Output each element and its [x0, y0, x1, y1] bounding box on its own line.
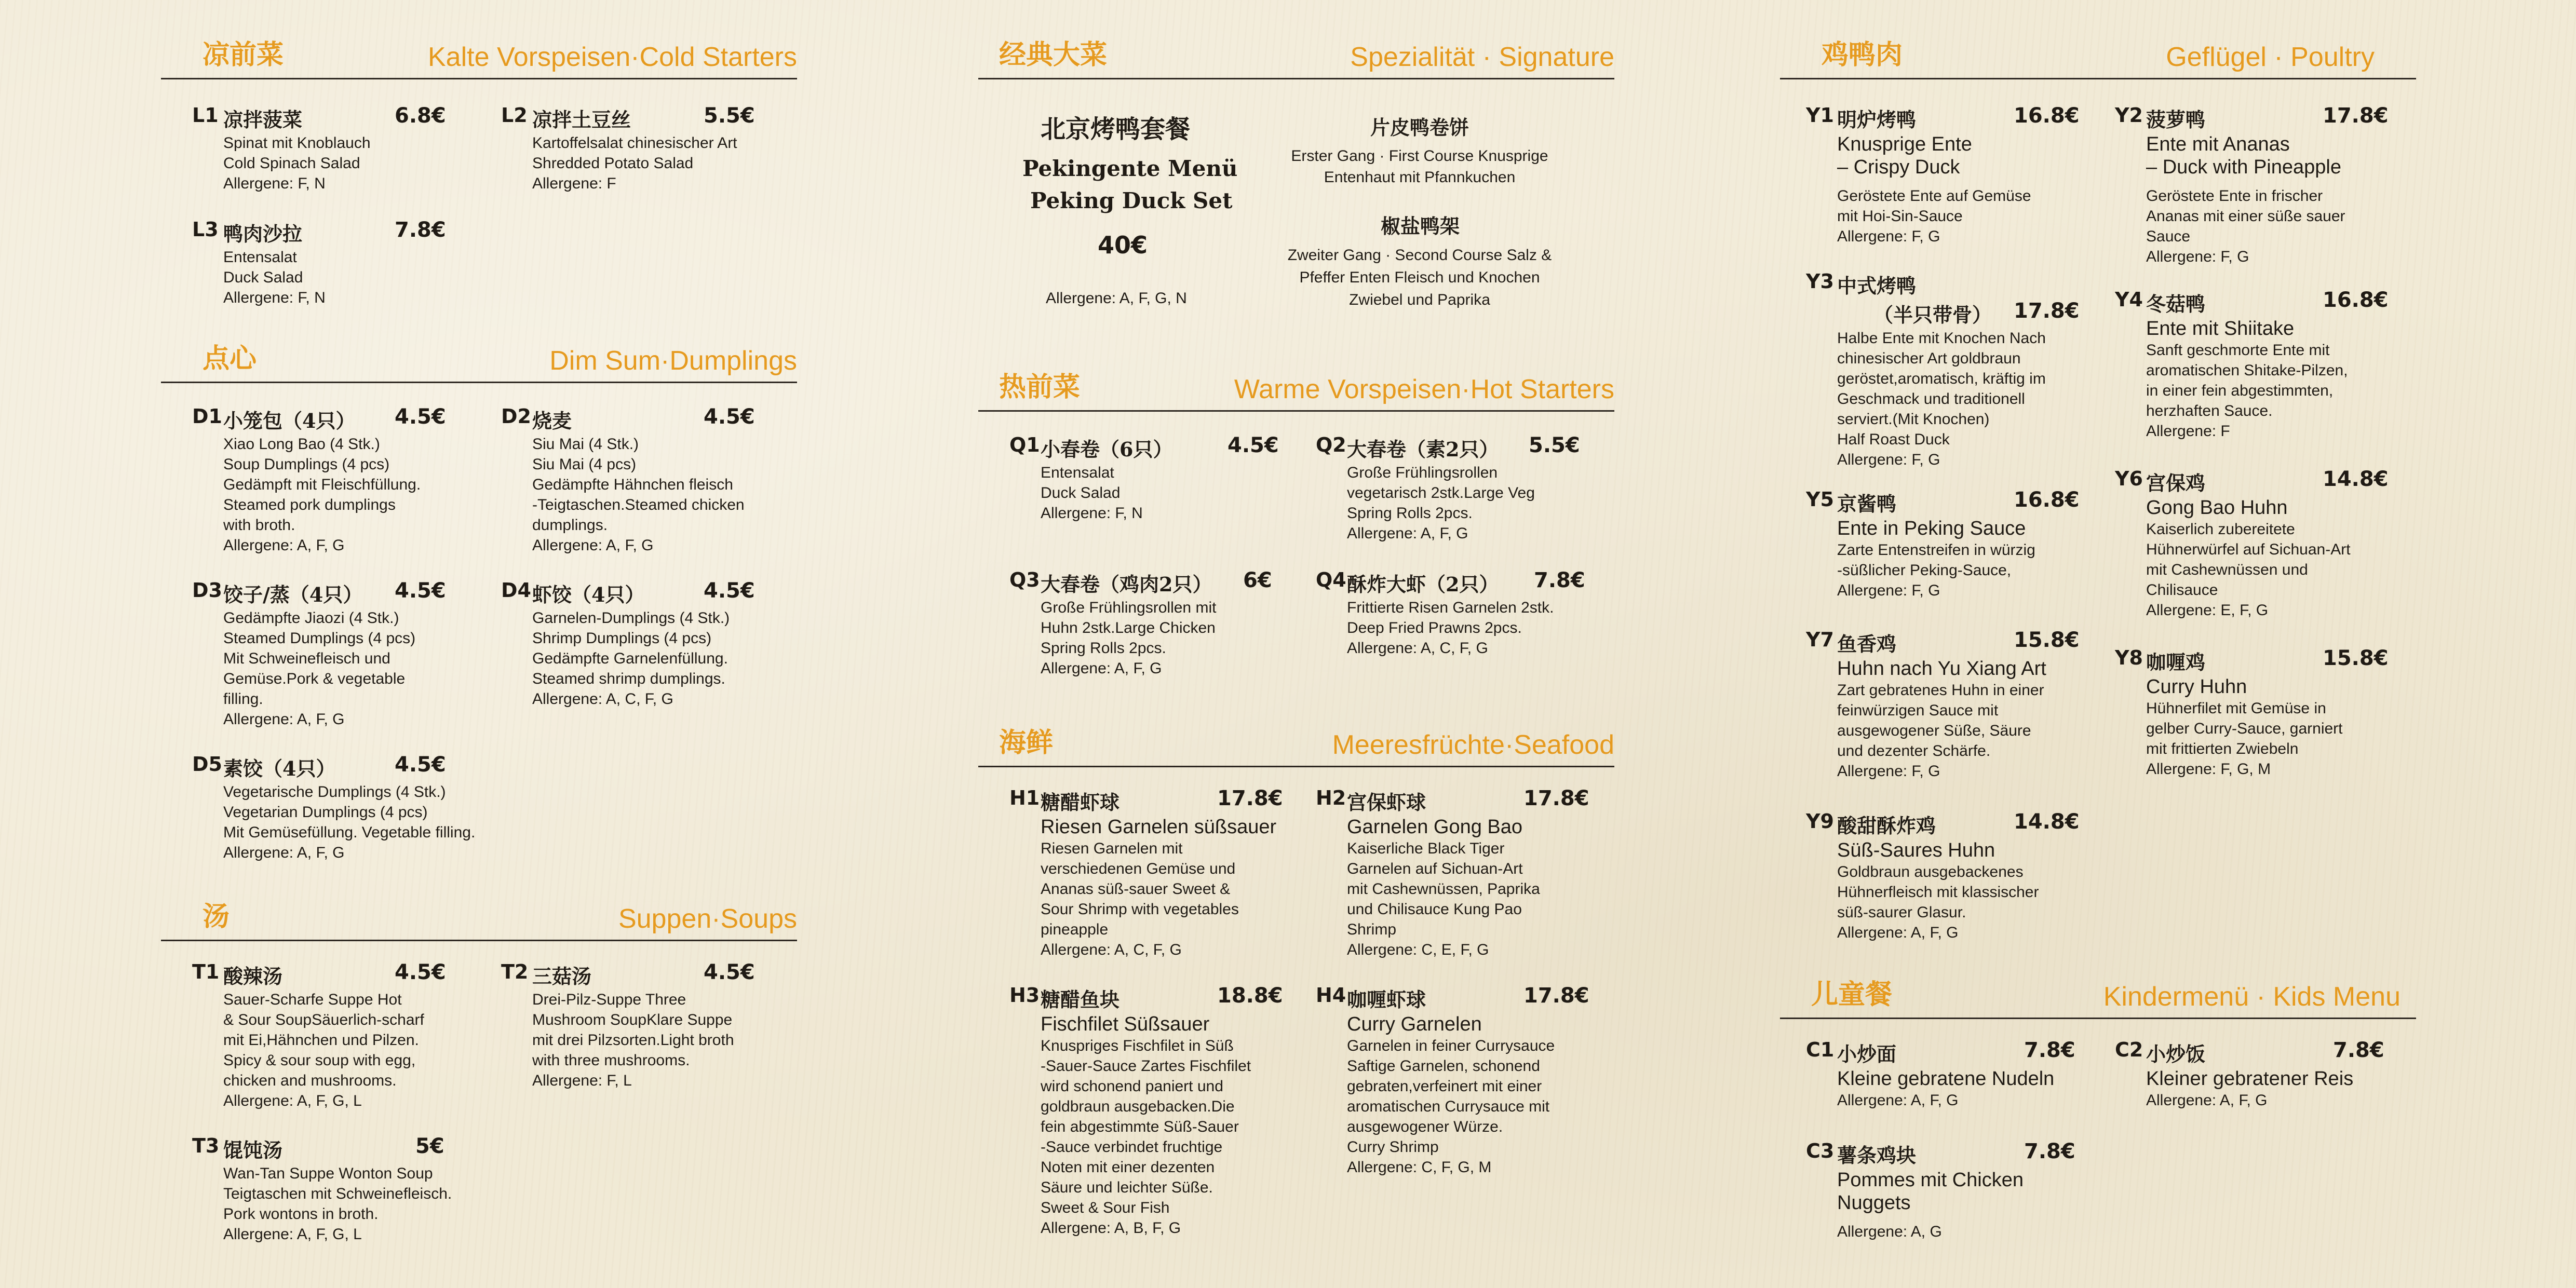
menu-item-D1 — [192, 405, 483, 555]
menu-item-D5 — [192, 753, 545, 863]
item-price: 14.8€ — [2323, 467, 2389, 491]
item-desc: Zart gebratenes Huhn in einer feinwürzigen Sauce mit ausgewogener Süße, Säure und dezenter Schärfe. — [1837, 682, 2044, 760]
menu-item-Y2 — [2115, 104, 2406, 267]
item-code: Q4 — [1316, 568, 1346, 591]
item-desc: Große Frühlingsrollen mit Huhn 2stk.Large Chicken Spring Rolls 2pcs. — [1041, 599, 1217, 657]
menu-item-D2 — [501, 405, 792, 555]
item-allergens: Allergene: F, N — [223, 289, 326, 306]
item-code: D3 — [192, 579, 222, 602]
item-name: 大春卷（鸡肉2只） — [1041, 573, 1212, 596]
item-name: 宫保鸡 — [2146, 471, 2206, 495]
item-price: 4.5€ — [1228, 433, 1279, 457]
item-subtitle: Kleine gebratene Nudeln — [1837, 1068, 2055, 1090]
item-desc: Kaiserliche Black Tiger Garnelen auf Sichuan-Art mit Cashewnüssen, Paprika und Chilisauce Kung Pao Shrimp — [1347, 840, 1540, 938]
item-price: 16.8€ — [2323, 288, 2389, 312]
item-allergens: Allergene: F, G — [1837, 763, 1940, 780]
item-subtitle: Fischfilet Süßsauer — [1041, 1013, 1210, 1035]
item-name: 菠萝鸭 — [2146, 108, 2206, 131]
item-allergens: Allergene: C, E, F, G — [1347, 941, 1489, 958]
section-header — [161, 335, 797, 383]
section-title-de: Kalte Vorspeisen·Cold Starters — [427, 42, 797, 72]
item-code: T2 — [501, 960, 529, 983]
item-code: Y1 — [1806, 104, 1834, 127]
item-code: C1 — [1806, 1038, 1835, 1061]
item-name: 小炒饭 — [2146, 1042, 2206, 1066]
item-price: 16.8€ — [2014, 488, 2080, 512]
item-desc: Gedämpfte Jiaozi (4 Stk.) Steamed Dumplings (4 pcs) Mit Schweinefleisch und Gemüse.Pork & vegetable filling. — [223, 609, 416, 708]
item-allergens: Allergene: A, G — [1837, 1223, 1942, 1240]
menu-item-C2 — [2115, 1038, 2406, 1110]
menu-item-H1 — [1009, 787, 1300, 960]
item-allergens: Allergene: F, G, M — [2146, 761, 2271, 778]
item-name: 凉拌土豆丝 — [532, 108, 631, 131]
section-header — [161, 893, 797, 941]
item-price: 15.8€ — [2323, 646, 2389, 670]
menu-item-Q1 — [1009, 433, 1300, 523]
item-desc: Knuspriges Fischfilet in Süß -Sauer-Sauce Zartes Fischfilet wird schonend paniert und goldbraun ausgebacken.Die fein abgestimmte Süß-Sauer -Sauce verbindet fruchtige Noten mit einer dezenten Säure und leichter Süße. Sweet & Sour Fish — [1041, 1037, 1251, 1216]
item-code: Y6 — [2115, 467, 2143, 490]
item-price: 14.8€ — [2014, 810, 2080, 834]
menu-item-H4 — [1316, 984, 1607, 1177]
middle-panel — [859, 0, 1718, 1288]
item-name: 酸甜酥炸鸡 — [1837, 814, 1936, 837]
course2-title: 椒盐鸭架 — [1381, 214, 1460, 238]
item-price: 16.8€ — [2014, 104, 2080, 128]
item-price: 17.8€ — [2323, 104, 2389, 128]
menu-item-Y3 — [1806, 270, 2097, 470]
item-name: 明炉烤鸭 — [1837, 108, 1917, 131]
item-code: Q3 — [1009, 568, 1040, 591]
item-code: L3 — [192, 218, 219, 241]
item-allergens: Allergene: A, F, G — [223, 537, 345, 554]
item-price: 4.5€ — [704, 405, 755, 429]
item-code: D1 — [192, 405, 222, 428]
item-price: 6€ — [1243, 568, 1272, 592]
menu-item-D3 — [192, 579, 483, 729]
section-kids-menu — [1780, 971, 2416, 1019]
item-desc: Geröstete Ente auf Gemüse mit Hoi-Sin-Sauce — [1837, 187, 2031, 225]
section-title-cn: 海鲜 — [999, 727, 1054, 758]
item-desc: Xiao Long Bao (4 Stk.) Soup Dumplings (4 pcs) Gedämpft mit Fleischfüllung. Steamed pork dumplings with broth. — [223, 436, 421, 534]
item-allergens: Allergene: A, F, G — [2146, 1092, 2268, 1109]
section-title-de: Suppen·Soups — [618, 904, 797, 934]
section-title-cn: 经典大菜 — [999, 39, 1108, 71]
menu-item-H3 — [1009, 984, 1300, 1238]
item-allergens: Allergene: F — [2146, 423, 2230, 440]
section-title-cn: 热前菜 — [999, 371, 1081, 403]
section-title-de: Geflügel · Poultry — [2166, 42, 2375, 72]
item-name: 宫保虾球 — [1347, 791, 1426, 814]
item-name: 鱼香鸡 — [1837, 632, 1897, 656]
section-title-de: Dim Sum·Dumplings — [549, 346, 797, 376]
item-price: 5.5€ — [704, 104, 755, 128]
item-code: T3 — [192, 1134, 220, 1157]
item-allergens: Allergene: F, G — [2146, 248, 2249, 265]
item-price: 7.8€ — [2333, 1038, 2384, 1062]
menu-item-Y4 — [2115, 288, 2406, 441]
item-price: 7.8€ — [2024, 1038, 2075, 1062]
item-name: 小炒面 — [1837, 1042, 1897, 1066]
item-desc: Sauer-Scharfe Suppe Hot & Sour SoupSäuerlich-scharf mit Ei,Hähnchen und Pilzen. Spicy & sour soup with egg, chicken and mushrooms. — [223, 991, 424, 1089]
item-allergens: Allergene: A, C, F, G — [1041, 941, 1182, 958]
item-desc: Entensalat Duck Salad — [223, 249, 303, 286]
menu-item-C1 — [1806, 1038, 2097, 1110]
item-code: Q1 — [1009, 433, 1040, 456]
section-title-cn: 凉前菜 — [203, 39, 284, 71]
section-cold-starters — [161, 31, 797, 79]
item-code: L1 — [192, 104, 219, 127]
item-code: D5 — [192, 753, 222, 776]
item-name: 糖醋鱼块 — [1041, 988, 1120, 1011]
item-desc: Garnelen-Dumplings (4 Stk.) Shrimp Dumplings (4 pcs) Gedämpfte Garnelenfüllung. Steamed shrimp dumplings. — [532, 609, 730, 687]
menu-item-T2 — [501, 960, 792, 1091]
item-allergens: Allergene: F — [532, 175, 616, 192]
item-desc: Wan-Tan Suppe Wonton Soup Teigtaschen mit Schweinefleisch. Pork wontons in broth. — [223, 1165, 452, 1223]
item-price: 17.8€ — [1523, 787, 1589, 810]
item-desc: Große Frühlingsrollen vegetarisch 2stk.Large Veg Spring Rolls 2pcs. — [1347, 464, 1535, 522]
menu-item-Q2 — [1316, 433, 1607, 544]
item-code: C3 — [1806, 1140, 1835, 1162]
menu-item-L3 — [192, 218, 483, 308]
item-desc: Riesen Garnelen mit verschiedenen Gemüse und Ananas süß-sauer Sweet & Sour Shrimp with vegetables pineapple — [1041, 840, 1239, 938]
menu-item-L1 — [192, 104, 483, 194]
item-allergens: Allergene: A, C, F, G — [1347, 640, 1488, 657]
item-name: 鸭肉沙拉 — [223, 222, 303, 246]
item-subtitle: Huhn nach Yu Xiang Art — [1837, 658, 2046, 680]
item-price: 15.8€ — [2014, 628, 2080, 652]
section-title-cn: 点心 — [203, 343, 257, 374]
item-code: D4 — [501, 579, 531, 602]
course1-desc: Erster Gang · First Course Knusprige Entenhaut mit Pfannkuchen — [1291, 147, 1548, 186]
item-desc: Zarte Entenstreifen in würzig -süßlicher Peking-Sauce, — [1837, 541, 2035, 579]
item-name: 素饺（4只） — [223, 757, 336, 780]
section-header — [161, 31, 797, 79]
section-dim-sum — [161, 335, 797, 383]
item-desc: Sanft geschmorte Ente mit aromatischen Shitake-Pilzen, in einer fein abgestimmten, herzhaften Sauce. — [2146, 342, 2348, 419]
item-price: 7.8€ — [395, 218, 446, 242]
item-code: Y2 — [2115, 104, 2143, 127]
item-price: 17.8€ — [1217, 787, 1283, 810]
item-subtitle: Ente mit Ananas – Duck with Pineapple — [2146, 133, 2341, 178]
item-allergens: Allergene: A, F, G — [532, 537, 654, 554]
item-code: Y4 — [2115, 288, 2143, 311]
item-subtitle: Curry Huhn — [2146, 676, 2247, 698]
item-name: 凉拌菠菜 — [223, 108, 303, 131]
item-desc: Entensalat Duck Salad — [1041, 464, 1121, 501]
item-allergens: Allergene: A, F, G — [1347, 525, 1468, 542]
item-desc: Hühnerfilet mit Gemüse in gelber Curry-Sauce, garniert mit frittierten Zwiebeln — [2146, 700, 2343, 757]
item-price: 17.8€ — [2014, 299, 2080, 323]
item-name: 饺子/蒸（4只） — [223, 583, 363, 606]
item-allergens: Allergene: F, G — [1837, 228, 1940, 245]
section-soups — [161, 893, 797, 941]
item-allergens: Allergene: E, F, G — [2146, 602, 2269, 619]
item-code: H1 — [1009, 787, 1040, 809]
section-header — [978, 31, 1614, 79]
item-subtitle: Süß-Saures Huhn — [1837, 839, 1995, 861]
item-code: Y3 — [1806, 270, 1834, 293]
menu-item-Y1 — [1806, 104, 2097, 247]
item-allergens: Allergene: F, G — [1837, 451, 1940, 468]
item-desc: Vegetarische Dumplings (4 Stk.) Vegetarian Dumplings (4 pcs) Mit Gemüsefüllung. Vegetable filling. — [223, 783, 476, 841]
item-price: 4.5€ — [395, 960, 446, 984]
right-panel — [1718, 0, 2576, 1288]
item-allergens: Allergene: A, F, G, L — [223, 1092, 362, 1109]
item-name: 咖喱鸡 — [2146, 650, 2206, 674]
item-code: C2 — [2115, 1038, 2143, 1061]
item-code: Y5 — [1806, 488, 1834, 511]
item-code: T1 — [192, 960, 220, 983]
item-code: H2 — [1316, 787, 1346, 809]
item-desc: Kartoffelsalat chinesischer Art Shredded Potato Salad — [532, 134, 737, 172]
item-desc: Garnelen in feiner Currysauce Saftige Garnelen, schonend gebraten,verfeinert mit einer aromatischen Currysauce mit ausgewogener Würze. Curry Shrimp — [1347, 1037, 1555, 1156]
item-desc: Goldbraun ausgebackenes Hühnerfleisch mit klassischer süß-saurer Glasur. — [1837, 863, 2039, 921]
peking-price: 40€ — [1098, 231, 1148, 259]
item-price: 5€ — [415, 1134, 444, 1158]
item-desc: Drei-Pilz-Suppe Three Mushroom SoupKlare Suppe mit drei Pilzsorten.Light broth with three mushrooms. — [532, 991, 734, 1069]
item-name: 虾饺（4只） — [532, 583, 645, 606]
item-allergens: Allergene: F, L — [532, 1072, 632, 1089]
menu-item-Y9 — [1806, 810, 2097, 943]
item-price: 17.8€ — [1523, 984, 1589, 1008]
section-poultry — [1780, 31, 2416, 79]
menu-item-Y6 — [2115, 467, 2406, 620]
menu-item-C3 — [1806, 1140, 2097, 1242]
item-code: D2 — [501, 405, 531, 428]
item-allergens: Allergene: C, F, G, M — [1347, 1159, 1492, 1176]
menu-item-Q3 — [1009, 568, 1300, 679]
menu-item-D4 — [501, 579, 792, 709]
item-subtitle: Gong Bao Huhn — [2146, 497, 2288, 519]
item-name: 冬菇鸭 — [2146, 292, 2206, 316]
menu-item-L2 — [501, 104, 792, 194]
section-title-de: Meeresfrüchte·Seafood — [1332, 730, 1614, 760]
item-name: 小春卷（6只） — [1041, 438, 1173, 461]
item-subtitle: Kleiner gebratener Reis — [2146, 1068, 2354, 1090]
item-desc: Halbe Ente mit Knochen Nach chinesischer Art goldbraun geröstet,aromatisch, kräftig im Geschmack und traditionell serviert.(Mit Knochen) Half Roast Duck — [1837, 330, 2046, 448]
item-allergens: Allergene: F, N — [1041, 505, 1143, 522]
item-allergens: Allergene: A, C, F, G — [532, 690, 673, 708]
peking-de-title: Pekingente Menü — [1022, 156, 1238, 181]
item-name: 京酱鸭 — [1837, 492, 1897, 516]
item-subtitle: Riesen Garnelen süßsauer — [1041, 816, 1277, 838]
item-name: 小笼包（4只） — [223, 409, 356, 432]
section-title-cn: 儿童餐 — [1811, 979, 1893, 1010]
section-hot-starters — [978, 363, 1614, 412]
item-subtitle: Curry Garnelen — [1347, 1013, 1482, 1035]
item-name: 糖醋虾球 — [1041, 791, 1120, 814]
item-price: 4.5€ — [704, 960, 755, 984]
item-name: 中式烤鸭 — [1837, 274, 1917, 297]
menu-item-T1 — [192, 960, 483, 1111]
peking-en-title: Peking Duck Set — [1030, 188, 1233, 213]
item-code: Q2 — [1316, 433, 1346, 456]
item-allergens: Allergene: F, G — [1837, 582, 1940, 599]
section-header — [1780, 31, 2416, 79]
menu-item-Y7 — [1806, 628, 2097, 781]
item-desc: Geröstete Ente in frischer Ananas mit einer süße sauer Sauce — [2146, 187, 2345, 245]
item-name: 馄饨汤 — [223, 1138, 283, 1162]
item-price: 4.5€ — [395, 579, 446, 603]
item-price: 4.5€ — [395, 405, 446, 429]
item-allergens: Allergene: A, F, G, L — [223, 1226, 362, 1243]
item-name: 大春卷（素2只） — [1347, 438, 1499, 461]
section-header — [978, 719, 1614, 767]
item-name: 咖喱虾球 — [1347, 988, 1426, 1011]
menu-item-Y8 — [2115, 646, 2406, 779]
item-price: 4.5€ — [395, 753, 446, 777]
item-name: 酸辣汤 — [223, 965, 283, 988]
menu-item-Y5 — [1806, 488, 2097, 601]
item-price: 4.5€ — [704, 579, 755, 603]
item-subtitle: Pommes mit Chicken Nuggets — [1837, 1169, 2024, 1214]
item-price: 6.8€ — [395, 104, 446, 128]
item-code: H4 — [1316, 984, 1346, 1007]
item-name: 烧麦 — [532, 409, 572, 432]
course2-desc: Zweiter Gang · Second Course Salz & Pfeffer Enten Fleisch und Knochen Zwiebel und Paprika — [1287, 247, 1552, 308]
menu-item-Q4 — [1316, 568, 1607, 658]
course1-title: 片皮鸭卷饼 — [1370, 116, 1469, 139]
item-desc: Frittierte Risen Garnelen 2stk. Deep Fried Prawns 2pcs. — [1347, 599, 1554, 636]
item-name: 三菇汤 — [532, 965, 592, 988]
item-code: Y9 — [1806, 810, 1834, 833]
section-title-de: Spezialität · Signature — [1350, 42, 1614, 72]
item-code: L2 — [501, 104, 528, 127]
item-name: 薯条鸡块 — [1837, 1144, 1917, 1167]
item-desc: Siu Mai (4 Stk.) Siu Mai (4 pcs) Gedämpfte Hähnchen fleisch -Teigtaschen.Steamed chicken dumplings. — [532, 436, 745, 534]
peking-allergens: Allergene: A, F, G, N — [1046, 290, 1187, 307]
item-allergens: Allergene: A, F, G — [223, 844, 345, 861]
item-price: 7.8€ — [2024, 1140, 2075, 1163]
item-desc: Spinat mit Knoblauch Cold Spinach Salad — [223, 134, 371, 172]
item-subtitle: Garnelen Gong Bao — [1347, 816, 1523, 838]
item-name-extra: （半只带骨） — [1873, 303, 1992, 327]
section-header — [1780, 971, 2416, 1019]
item-allergens: Allergene: F, N — [223, 175, 326, 192]
item-allergens: Allergene: A, F, G — [223, 711, 345, 728]
item-code: H3 — [1009, 984, 1040, 1007]
peking-cn-title: 北京烤鸭套餐 — [1041, 115, 1191, 144]
section-title-cn: 鸡鸭肉 — [1822, 39, 1903, 71]
section-title-cn: 汤 — [203, 901, 230, 932]
section-signature — [978, 31, 1614, 79]
item-allergens: Allergene: A, F, G — [1041, 660, 1162, 677]
item-name: 酥炸大虾（2只） — [1347, 573, 1499, 596]
item-subtitle: Ente mit Shiitake — [2146, 318, 2295, 340]
left-panel — [0, 0, 859, 1288]
menu-item-H2 — [1316, 787, 1607, 960]
menu-item-T3 — [192, 1134, 483, 1244]
item-allergens: Allergene: A, F, G — [1837, 1092, 1959, 1109]
item-subtitle: Ente in Peking Sauce — [1837, 518, 2026, 539]
item-code: Y7 — [1806, 628, 1834, 651]
item-desc: Kaiserlich zubereitete Hühnerwürfel auf Sichuan-Art mit Cashewnüssen und Chilisauce — [2146, 521, 2351, 599]
item-price: 7.8€ — [1534, 568, 1585, 592]
section-header — [978, 363, 1614, 412]
section-title-de: Kindermenü · Kids Menu — [2103, 982, 2400, 1012]
item-code: Y8 — [2115, 646, 2143, 669]
item-price: 18.8€ — [1217, 984, 1283, 1008]
item-subtitle: Knusprige Ente – Crispy Duck — [1837, 133, 1972, 178]
item-allergens: Allergene: A, F, G — [1837, 924, 1959, 941]
section-seafood — [978, 719, 1614, 767]
section-title-de: Warme Vorspeisen·Hot Starters — [1234, 374, 1614, 404]
item-price: 5.5€ — [1529, 433, 1580, 457]
item-allergens: Allergene: A, B, F, G — [1041, 1219, 1181, 1237]
